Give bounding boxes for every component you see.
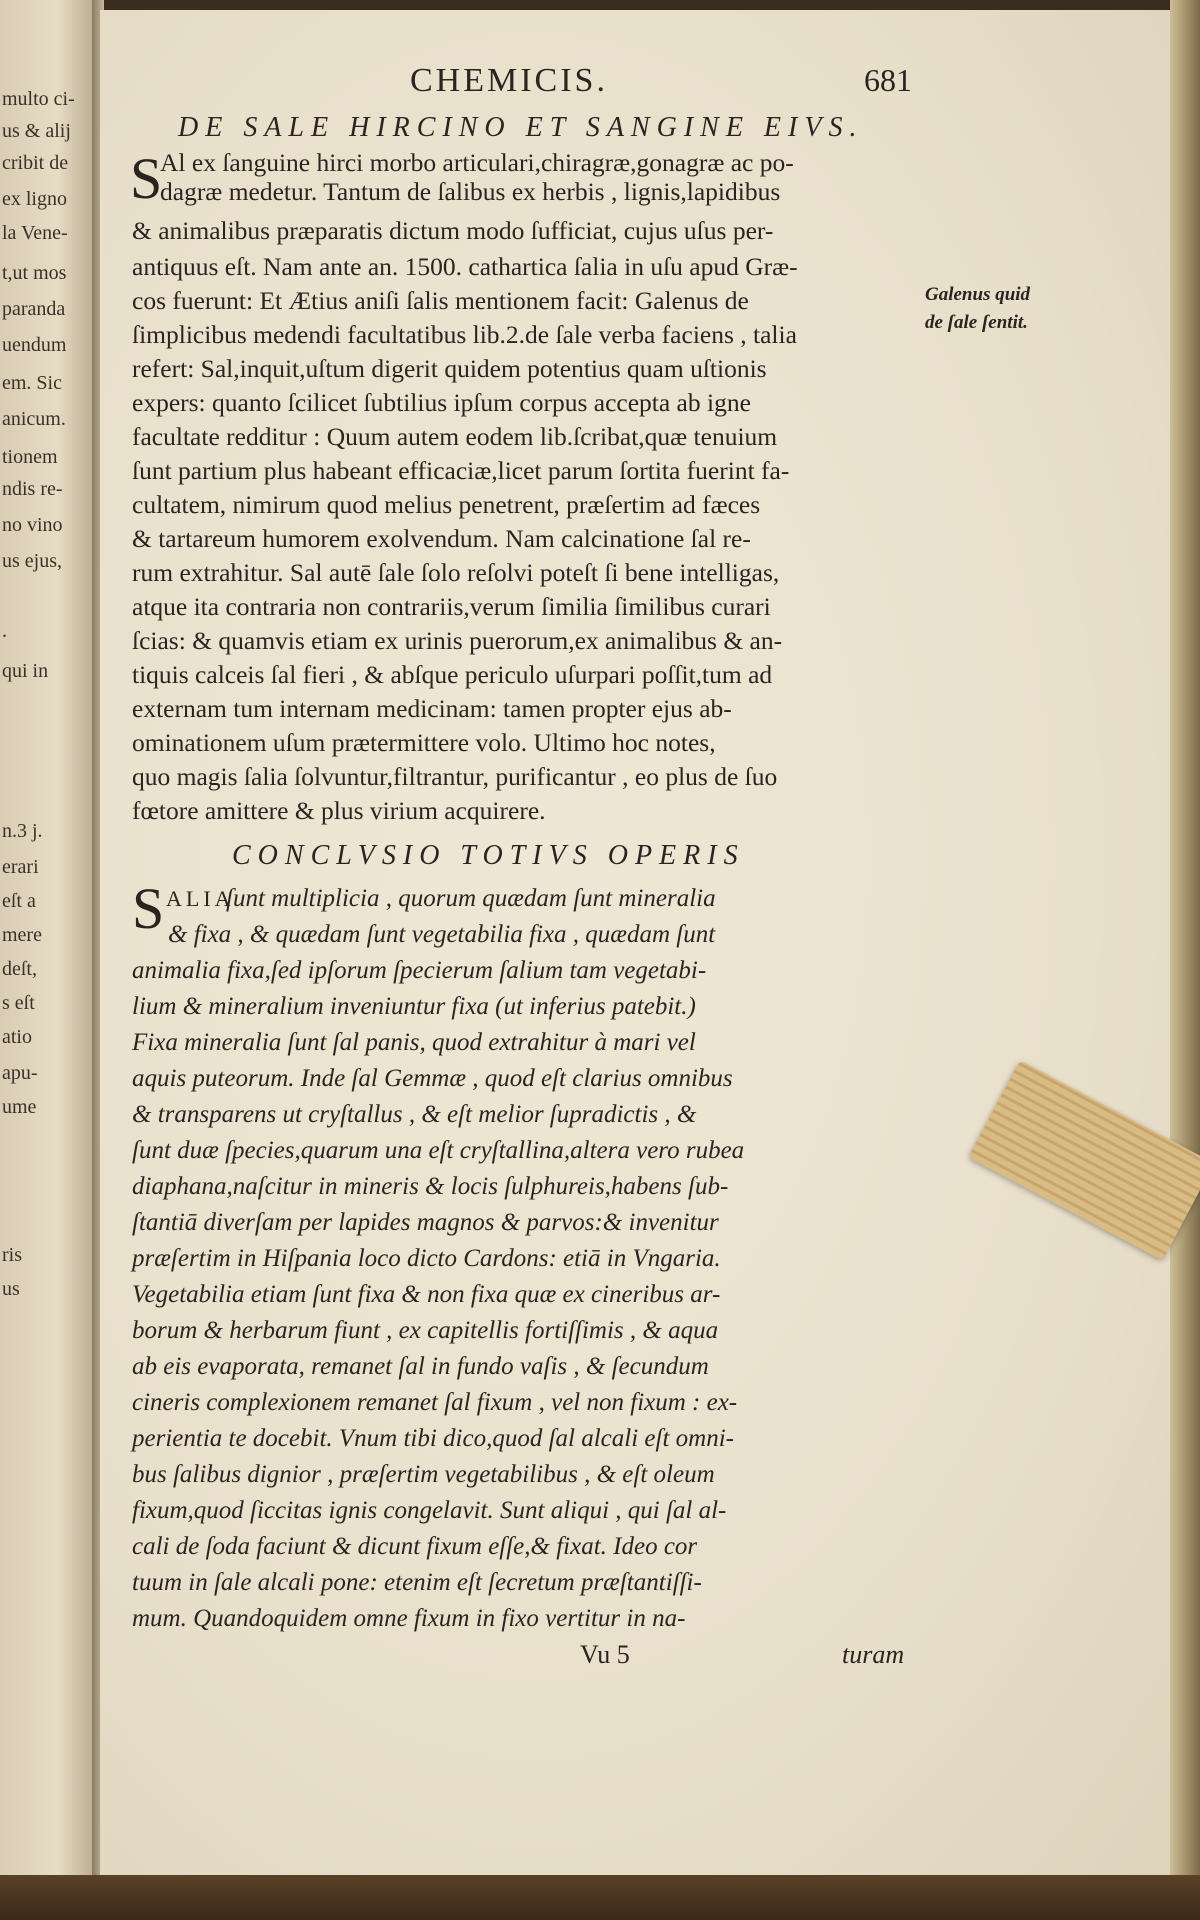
margin-note-line: Galenus quid [925, 284, 1031, 305]
left-page-fragment: us ejus, [2, 550, 62, 572]
signature-mark: Vu 5 [580, 1640, 630, 1669]
text-line: lium & mineralium inveniuntur fixa (ut inferius patebit.) [132, 993, 696, 1020]
text-line: tuum in ſale alcali pone: etenim eſt ſecretum præſtantiſſi- [132, 1569, 702, 1596]
text-line: tiquis calceis ſal fieri , & abſque periculo uſurpari poſſit,tum ad [132, 660, 773, 689]
left-page-fragment: multo ci- [2, 88, 75, 110]
text-line: ſtantiā diverſam per lapides magnos & parvos:& invenitur [132, 1209, 719, 1236]
text-line: mum. Quandoquidem omne fixum in fixo vertitur in na- [132, 1605, 686, 1632]
text-line: cos fuerunt: Et Ætius aniſi ſalis mentionem facit: Galenus de [132, 286, 749, 315]
text-line: rum extrahitur. Sal autē ſale ſolo reſolvi poteſt ſi bene intelligas, [132, 558, 780, 587]
text-line: Fixa mineralia ſunt ſal panis, quod extrahitur à mari vel [132, 1029, 696, 1056]
left-page-fragment: cribit de [2, 152, 69, 174]
text-line: & animalibus præparatis dictum modo ſufficiat, cujus uſus per- [132, 216, 774, 245]
left-page-fragment: us [2, 1278, 20, 1300]
section-title-conclusio: CONCLVSIO TOTIVS OPERIS [232, 840, 745, 871]
section-title-sale-hircino: DE SALE HIRCINO ET SANGINE EIVS. [178, 112, 864, 143]
left-page-fragment: us & alij [2, 120, 71, 142]
text-line: ſimplicibus medendi facultatibus lib.2.de ſale verba faciens , talia [132, 320, 797, 349]
text-line: fixum,quod ſiccitas ignis congelavit. Sunt aliqui , qui ſal al- [132, 1497, 727, 1524]
text-line: ſcias: & quamvis etiam ex urinis puerorum,ex animalibus & an- [132, 626, 783, 655]
text-line: ſunt duæ ſpecies,quarum una eſt cryſtallina,altera vero rubea [132, 1137, 745, 1164]
page-number: 681 [864, 62, 912, 98]
left-page-fragment: ume [2, 1096, 37, 1118]
left-page-fragment: uendum [2, 334, 67, 356]
left-page-fragment: deſt, [2, 958, 37, 980]
text-line: & tartareum humorem exolvendum. Nam calcinatione ſal re- [132, 524, 751, 553]
text-line: antiquus eſt. Nam ante an. 1500. cathartica ſalia in uſu apud Græ- [132, 252, 798, 281]
text-line: refert: Sal,inquit,uſtum digerit quidem potentius quam uſtionis [132, 354, 767, 383]
left-page-fragment: atio [2, 1026, 32, 1048]
text-line: quo magis ſalia ſolvuntur,filtrantur, purificantur , eo plus de ſuo [132, 762, 778, 791]
text-line: & transparens ut cryſtallus , & eſt melior ſupradictis , & [132, 1101, 697, 1128]
text-line: ſunt partium plus habeant efficaciæ,licet parum ſortita fuerint fa- [132, 456, 790, 485]
left-page-fragment: ndis re- [2, 478, 63, 500]
left-page-fragment: eſt a [2, 890, 36, 912]
text-line: bus ſalibus dignior , præſertim vegetabilibus , & eſt oleum [132, 1461, 715, 1488]
left-page-fragment: n.3 j. [2, 820, 43, 842]
text-line: Al ex ſanguine hirci morbo articulari,chiragræ,gonagræ ac po- [160, 148, 794, 177]
catchword: turam [842, 1640, 905, 1669]
drop-cap: S [132, 876, 165, 941]
left-page-fragment: erari [2, 856, 39, 878]
text-line: externam tum internam medicinam: tamen propter ejus ab- [132, 694, 732, 723]
left-page-fragment: apu- [2, 1062, 38, 1084]
left-page-fragment: s eſt [2, 992, 35, 1014]
left-page-fragment: la Vene- [2, 222, 68, 244]
text-line: ominationem uſum prætermittere volo. Ultimo hoc notes, [132, 728, 716, 757]
left-page-fragment: ex ligno [2, 188, 67, 210]
left-page-fragment: paranda [2, 298, 66, 320]
left-page-fragment: qui in [2, 660, 49, 682]
text-line: & fixa , & quædam ſunt vegetabilia fixa , quædam ſunt [168, 921, 716, 948]
text-line: cineris complexionem remanet ſal fixum , vel non fixum : ex- [132, 1389, 738, 1416]
margin-note-line: de ſale ſentit. [925, 312, 1028, 333]
left-page-fragment: ris [2, 1244, 22, 1266]
text-line: ſunt multiplicia , quorum quædam ſunt mineralia [226, 885, 716, 912]
text-line: præſertim in Hiſpania loco dicto Cardons: etiā in Vngaria. [132, 1245, 721, 1272]
text-line: dagræ medetur. Tantum de ſalibus ex herbis , lignis,lapidibus [160, 177, 781, 206]
text-line: cultatem, nimirum quod melius penetrent, præſertim ad fæces [132, 490, 761, 519]
text-line: borum & herbarum fiunt , ex capitellis fortiſſimis , & aqua [132, 1317, 719, 1344]
text-line: aquis puteorum. Inde ſal Gemmæ , quod eſt clarius omnibus [132, 1065, 733, 1092]
text-line: Vegetabilia etiam ſunt fixa & non fixa quæ ex cineribus ar- [132, 1281, 721, 1308]
left-page-fragment: t,ut mos [2, 262, 67, 284]
left-page-fragment: anicum. [2, 408, 66, 430]
left-page [0, 0, 96, 1890]
small-caps-word: ALIA [166, 886, 235, 911]
text-line: diaphana,naſcitur in mineris & locis ſulphureis,habens ſub- [132, 1173, 729, 1200]
text-line: cali de ſoda faciunt & dicunt fixum eſſe,& fixat. Ideo cor [132, 1533, 698, 1560]
left-page-fragment: no vino [2, 514, 63, 536]
text-line: facultate redditur : Quum autem eodem lib.ſcribat,quæ tenuium [132, 422, 778, 451]
text-line: expers: quanto ſcilicet ſubtilius ipſum corpus accepta ab igne [132, 388, 751, 417]
text-line: fœtore amittere & plus virium acquirere. [132, 796, 546, 825]
left-page-fragment: . [2, 620, 7, 642]
left-page-fragment: mere [2, 924, 42, 946]
text-line: ab eis evaporata, remanet ſal in fundo vaſis , & ſecundum [132, 1353, 709, 1380]
page-edge [1170, 0, 1200, 1880]
left-page-fragment: em. Sic [2, 372, 62, 394]
running-head: CHEMICIS. [410, 62, 608, 99]
text-line: atque ita contraria non contrariis,verum ſimilia ſimilibus curari [132, 592, 771, 621]
text-line: animalia fixa,ſed ipſorum ſpecierum ſalium tam vegetabi- [132, 957, 707, 984]
text-line: perientia te docebit. Vnum tibi dico,quod ſal alcali eſt omni- [132, 1425, 734, 1452]
left-page-fragment: tionem [2, 446, 58, 468]
drop-cap: S [130, 146, 163, 211]
background-bottom [0, 1875, 1200, 1920]
